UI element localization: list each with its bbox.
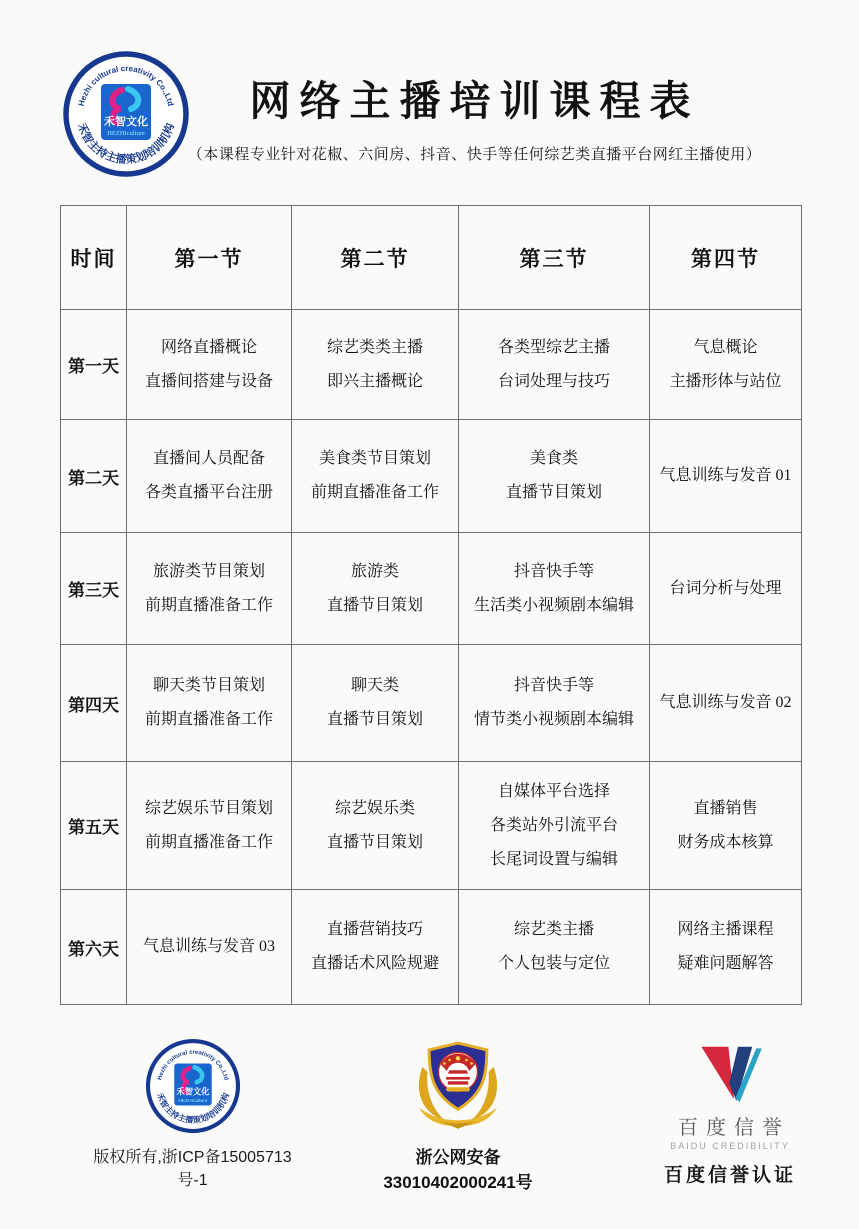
course-cell — [650, 645, 802, 762]
table-row — [61, 762, 802, 890]
course-cell — [650, 533, 802, 645]
course-line: 情节类小视频剧本编辑 — [473, 711, 634, 728]
course-line: 长尾词设置与编辑 — [489, 850, 618, 868]
course-line: 台词分析与处理 — [669, 579, 782, 597]
column-header: 第二节 — [292, 206, 459, 310]
course-cell — [292, 645, 459, 762]
footer-company — [85, 1038, 300, 1190]
course-cell — [292, 420, 459, 533]
course-line: 气息训练与发音 01 — [659, 467, 792, 484]
table-row — [61, 645, 802, 762]
course-line: 综艺类类主播 — [326, 338, 423, 356]
course-line: 疑难问题解答 — [677, 955, 774, 972]
day-label: 第四天 — [61, 645, 127, 762]
day-label: 第三天 — [61, 533, 127, 645]
day-label: 第二天 — [61, 420, 127, 533]
course-cell — [650, 890, 802, 1005]
course-line: 美食类节目策划 — [318, 450, 431, 467]
icp-record-text: 版权所有,浙ICP备15005713号-1 — [93, 1149, 292, 1189]
baidu-cert-text: 百度信誉认证 — [663, 1165, 796, 1186]
course-cell — [292, 310, 459, 420]
course-line: 气息训练与发音 02 — [659, 694, 792, 711]
day-label: 第一天 — [61, 310, 127, 420]
course-line: 即兴主播概论 — [326, 372, 423, 390]
page-title: 网络主播培训课程表 — [249, 78, 700, 124]
course-cell — [459, 420, 650, 533]
course-line: 财务成本核算 — [677, 833, 774, 851]
police-badge-icon — [407, 1038, 509, 1133]
course-line: 自媒体平台选择 — [497, 782, 610, 800]
course-line: 旅游类 — [350, 562, 399, 580]
course-line: 直播话术风险规避 — [310, 955, 439, 972]
course-line: 直播间搭建与设备 — [144, 372, 273, 390]
course-line: 各类直播平台注册 — [144, 484, 273, 501]
course-cell — [650, 420, 802, 533]
course-cell — [459, 645, 650, 762]
course-line: 聊天类 — [350, 677, 399, 694]
course-line: 美食类 — [529, 450, 578, 467]
course-cell — [459, 890, 650, 1005]
course-line: 综艺娱乐类 — [334, 799, 415, 817]
page-subtitle: （本课程专业针对花椒、六间房、抖音、快手等任何综艺类直播平台网红主播使用） — [187, 147, 762, 163]
course-cell — [292, 762, 459, 890]
footer-police — [348, 1038, 568, 1193]
course-cell — [650, 762, 802, 890]
course-cell — [459, 533, 650, 645]
course-cell — [127, 645, 292, 762]
header-row — [61, 206, 802, 310]
baidu-credibility-en: BAIDU CREDIBILITY — [670, 1141, 790, 1151]
header — [0, 0, 859, 200]
course-cell — [127, 310, 292, 420]
course-cell — [459, 762, 650, 890]
day-label: 第五天 — [61, 762, 127, 890]
course-line: 生活类小视频剧本编辑 — [473, 596, 634, 614]
course-cell — [127, 533, 292, 645]
table-row — [61, 890, 802, 1005]
column-header: 第三节 — [459, 206, 650, 310]
course-line: 直播节目策划 — [505, 484, 602, 501]
course-cell — [292, 533, 459, 645]
course-line: 网络直播概论 — [160, 338, 257, 356]
hezhi-company-logo-small-icon — [145, 1038, 241, 1134]
table-row — [61, 310, 802, 420]
course-line: 聊天类节目策划 — [152, 677, 265, 694]
course-line: 综艺娱乐节目策划 — [144, 799, 273, 817]
course-table — [60, 205, 802, 1005]
day-label: 第六天 — [61, 890, 127, 1005]
course-line: 台词处理与技巧 — [497, 372, 610, 390]
column-header: 时间 — [61, 206, 127, 310]
course-line: 前期直播准备工作 — [144, 596, 273, 614]
course-line: 网络主播课程 — [677, 921, 774, 938]
baidu-credibility-icon — [690, 1042, 770, 1104]
course-line: 气息训练与发音 03 — [142, 938, 275, 955]
police-record-text: 浙公网安备 33010402000241号 — [383, 1148, 533, 1192]
course-line: 各类型综艺主播 — [497, 338, 610, 356]
course-table-wrap — [60, 205, 802, 1005]
table-row — [61, 420, 802, 533]
course-line: 直播节目策划 — [326, 711, 423, 728]
course-line: 主播形体与站位 — [669, 372, 782, 390]
course-line: 抖音快手等 — [513, 562, 594, 580]
column-header: 第四节 — [650, 206, 802, 310]
course-line: 旅游类节目策划 — [152, 562, 265, 580]
course-line: 前期直播准备工作 — [310, 484, 439, 501]
course-cell — [127, 762, 292, 890]
course-cell — [650, 310, 802, 420]
course-line: 前期直播准备工作 — [144, 833, 273, 851]
course-line: 个人包装与定位 — [497, 955, 610, 972]
course-line: 直播节目策划 — [326, 596, 423, 614]
course-cell — [459, 310, 650, 420]
course-line: 前期直播准备工作 — [144, 711, 273, 728]
course-cell — [292, 890, 459, 1005]
course-line: 气息概论 — [693, 338, 758, 356]
course-cell — [127, 420, 292, 533]
footer-baidu — [630, 1042, 830, 1187]
baidu-credibility-cn: 百度信誉 — [678, 1117, 790, 1139]
course-line: 直播节目策划 — [326, 833, 423, 851]
course-line: 综艺类主播 — [513, 921, 594, 938]
course-line: 直播间人员配备 — [152, 450, 265, 467]
course-line: 直播销售 — [693, 799, 758, 817]
course-line: 各类站外引流平台 — [489, 816, 618, 834]
course-cell — [127, 890, 292, 1005]
column-header: 第一节 — [127, 206, 292, 310]
course-line: 抖音快手等 — [513, 677, 594, 694]
table-row — [61, 533, 802, 645]
course-line: 直播营销技巧 — [326, 921, 423, 938]
